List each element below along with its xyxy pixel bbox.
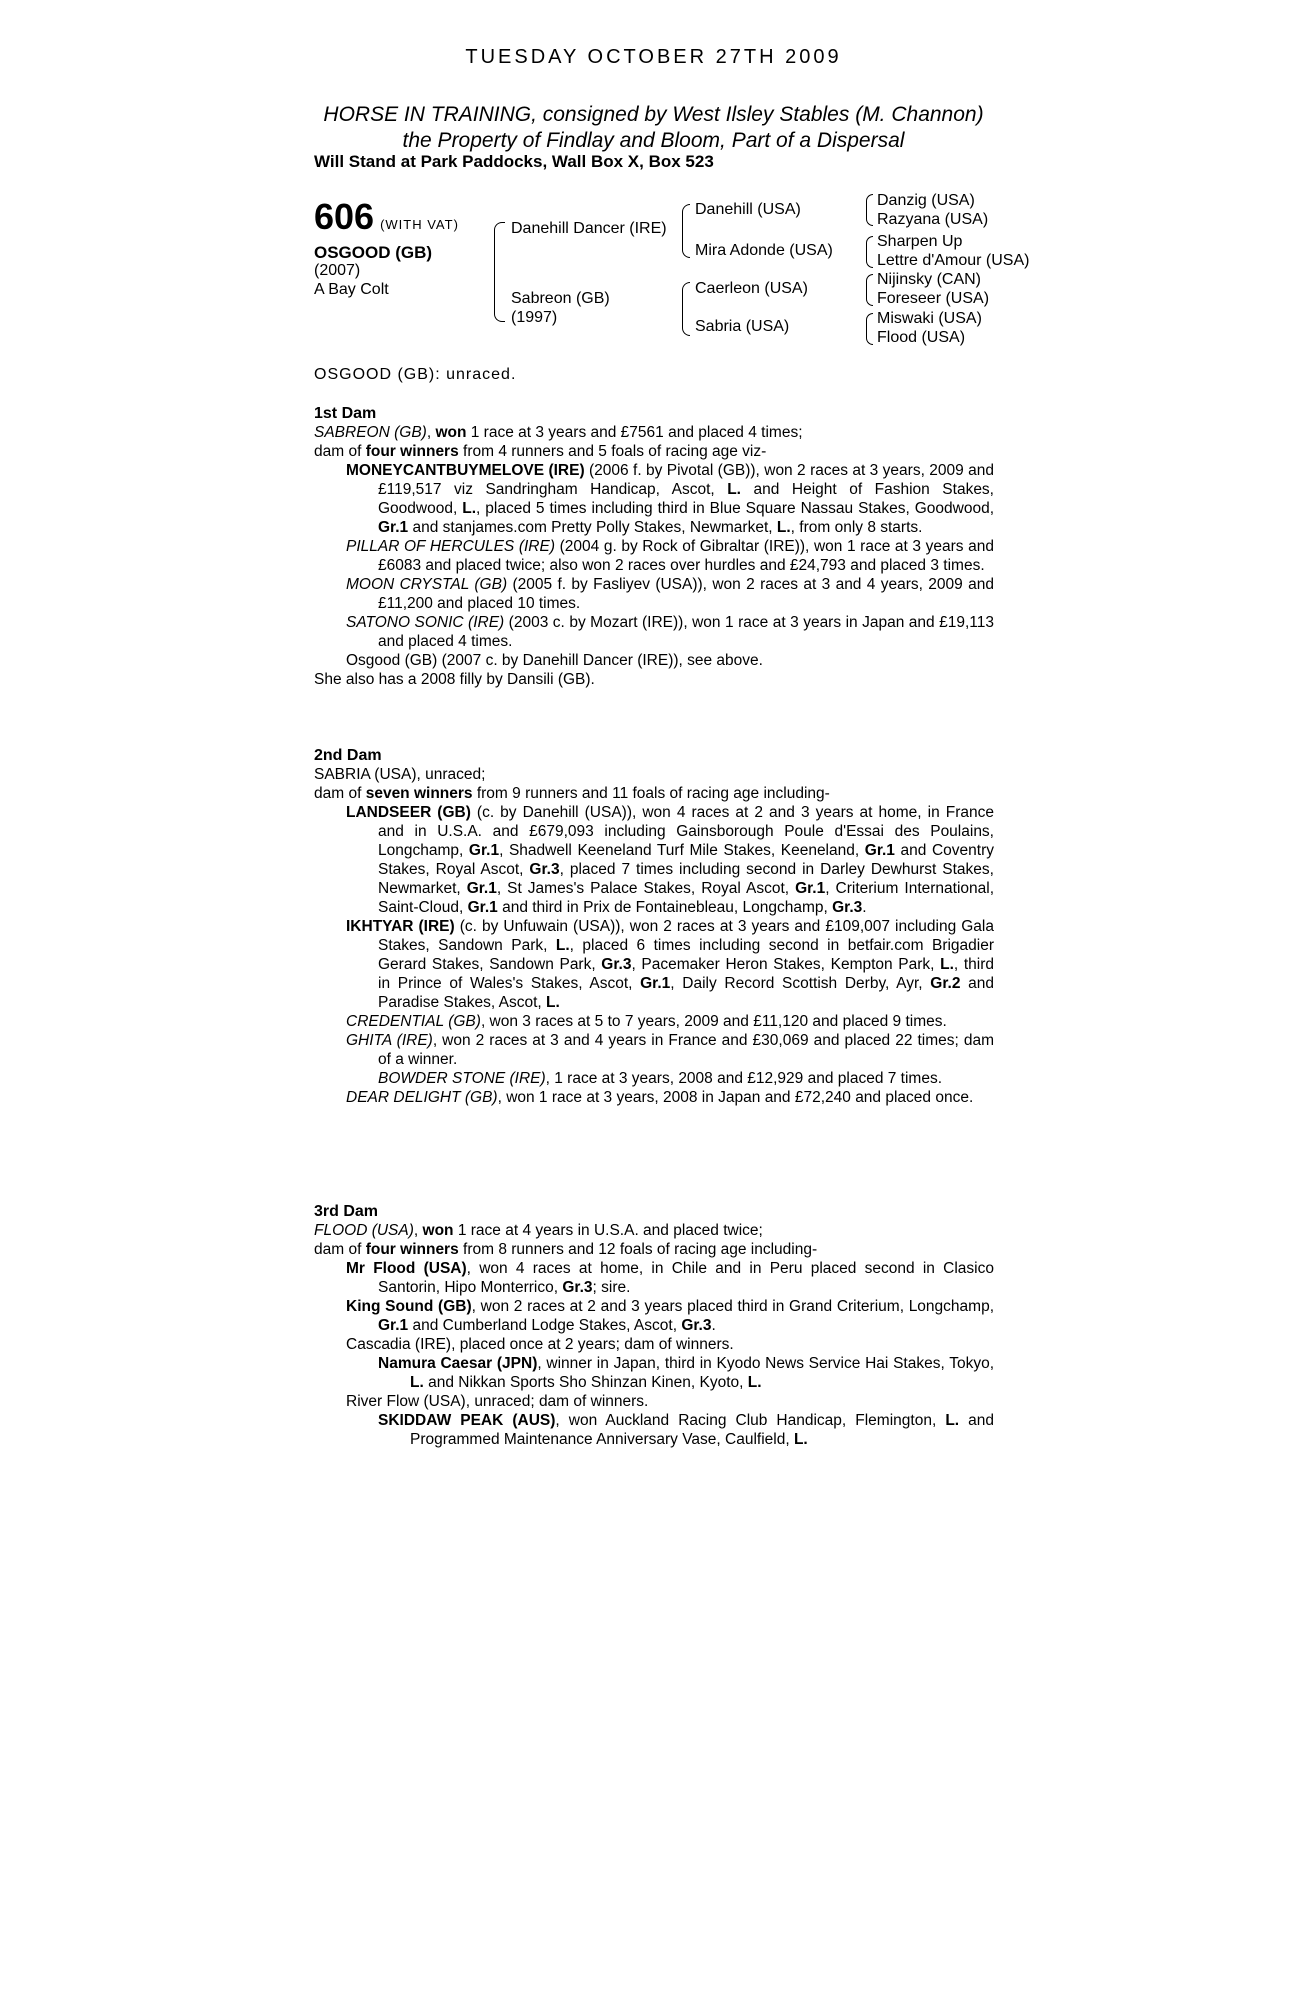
text: , won 1 race at 3 years, 2008 in Japan and £72,240 and placed once. — [497, 1089, 974, 1106]
text: , Daily Record Scottish Derby, Ayr, — [670, 975, 931, 992]
text: and Coventry Stakes, Royal Ascot, — [378, 842, 994, 878]
group-badge: Gr.1 — [378, 1317, 409, 1334]
listed-badge: L. — [945, 1412, 960, 1429]
group-badge: Gr.2 — [930, 975, 961, 992]
pedigree-g3: Sharpen Up — [877, 233, 963, 250]
pedigree-g8: Flood (USA) — [877, 329, 966, 346]
pedigree-brace-g4 — [866, 313, 873, 345]
group-badge: Gr.3 — [601, 956, 632, 973]
pedigree-brace-main — [494, 222, 505, 322]
listed-badge: L. — [546, 994, 560, 1011]
produce-entry — [314, 1088, 994, 1107]
group-badge: Gr.3 — [832, 899, 863, 916]
text: (c. by Unfuwain (USA)), won 2 races at 3 years and £109,007 including Gala Stakes, Sandown Park, — [378, 918, 994, 954]
produce-entry — [314, 1411, 994, 1449]
text: (2006 f. by Pivotal (GB)), won 2 races at 3 years, 2009 and £119,517 viz Sandringham Handicap, Ascot, — [378, 462, 994, 498]
group-badge: Gr.1 — [864, 842, 895, 859]
group-badge: Gr.1 — [378, 519, 409, 536]
text: dam of — [314, 785, 366, 802]
produce-entry — [314, 1012, 994, 1031]
stable-location: Will Stand at Park Paddocks, Wall Box X, Box 523 — [314, 152, 714, 171]
pedigree-g7: Miswaki (USA) — [877, 310, 982, 327]
text: from 8 runners and 12 foals of racing age including- — [458, 1241, 818, 1258]
produce-name: MONEYCANTBUYMELOVE (IRE) — [346, 462, 585, 479]
lot-number-block — [314, 196, 459, 238]
horse-description: A Bay Colt — [314, 281, 389, 298]
second-dam-section — [314, 746, 994, 1107]
first-dam-produce-summary — [314, 442, 994, 461]
listed-badge: L. — [776, 519, 791, 536]
pedigree-g6: Foreseer (USA) — [877, 290, 990, 307]
dam-name: FLOOD (USA) — [314, 1222, 414, 1239]
group-badge: Gr.1 — [640, 975, 671, 992]
sale-date: TUESDAY OCTOBER 27TH 2009 — [465, 46, 842, 68]
text: , Criterium International, Saint-Cloud, — [378, 880, 995, 916]
horse-name: OSGOOD (GB) — [314, 243, 433, 262]
won-label: won — [422, 1222, 454, 1239]
text: , third in Prince of Wales's Stakes, Ascot, — [378, 956, 995, 992]
listed-badge: L. — [727, 481, 741, 498]
pedigree-brace-sire — [682, 204, 690, 258]
listed-badge: L. — [410, 1374, 424, 1391]
produce-entry — [314, 613, 994, 651]
text: , from only 8 starts. — [790, 519, 923, 536]
text: , won 4 races at home, in Chile and in Peru placed second in Clasico Santorin, Hipo Monterrico, — [378, 1260, 994, 1296]
third-dam-section — [314, 1202, 994, 1449]
consignor-line: HORSE IN TRAINING, consigned by West Ilsley Stables (M. Channon) — [323, 103, 984, 126]
produce-name: SKIDDAW PEAK (AUS) — [378, 1412, 556, 1429]
produce-entry: Osgood (GB) (2007 c. by Danehill Dancer (IRE)), see above. — [346, 652, 763, 669]
group-badge: Gr.1 — [467, 899, 498, 916]
first-dam-section — [314, 404, 994, 689]
text: , winner in Japan, third in Kyodo News Service Hai Stakes, Tokyo, — [537, 1355, 994, 1372]
text: from 4 runners and 5 foals of racing age viz- — [458, 443, 767, 460]
text: and third in Prix de Fontainebleau, Longchamp, — [497, 899, 833, 916]
text: (2005 f. by Fasliyev (USA)), won 2 races at 3 and 4 years, 2009 and £11,200 and placed 10 times. — [378, 576, 994, 612]
text: dam of — [314, 443, 366, 460]
pedigree-g4: Lettre d'Amour (USA) — [877, 252, 1030, 269]
pedigree-g2: Razyana (USA) — [877, 211, 989, 228]
pedigree-dam-dam: Sabria (USA) — [695, 318, 790, 335]
produce-entry — [314, 1354, 994, 1392]
group-badge: Gr.3 — [681, 1317, 712, 1334]
text: , won 2 races at 2 and 3 years placed third in Grand Criterium, Longchamp, — [471, 1298, 995, 1315]
third-dam-heading: 3rd Dam — [314, 1203, 379, 1220]
produce-entry — [314, 803, 994, 917]
second-dam-heading: 2nd Dam — [314, 747, 382, 764]
produce-name: PILLAR OF HERCULES (IRE) — [346, 538, 555, 555]
winners-count: four winners — [365, 1241, 459, 1258]
produce-entry: River Flow (USA), unraced; dam of winners. — [346, 1393, 649, 1410]
third-dam-produce-summary — [314, 1240, 994, 1259]
produce-entry — [314, 1259, 994, 1297]
text: and Paradise Stakes, Ascot, — [378, 975, 995, 1011]
pedigree-g1: Danzig (USA) — [877, 192, 975, 209]
produce-name: SATONO SONIC (IRE) — [346, 614, 505, 631]
produce-name: DEAR DELIGHT (GB) — [346, 1089, 498, 1106]
text: , St James's Palace Stakes, Royal Ascot, — [496, 880, 796, 897]
race-record: OSGOOD (GB): unraced. — [314, 366, 517, 383]
pedigree-brace-g2 — [866, 236, 873, 268]
dam-record: 1 race at 3 years and £7561 and placed 4 times; — [466, 424, 803, 441]
produce-name: GHITA (IRE) — [346, 1032, 433, 1049]
produce-entry: Cascadia (IRE), placed once at 2 years; dam of winners. — [346, 1336, 734, 1353]
produce-name: CREDENTIAL (GB) — [346, 1013, 481, 1030]
dam-record: 1 race at 4 years in U.S.A. and placed twice; — [453, 1222, 763, 1239]
text: and Programmed Maintenance Anniversary Vase, Caulfield, — [410, 1412, 995, 1448]
pedigree-brace-g1 — [866, 194, 873, 226]
text: . — [862, 899, 867, 916]
produce-entry — [314, 575, 994, 613]
lot-number: 606 — [314, 196, 375, 237]
third-dam-line: FLOOD (USA), won 1 race at 4 years in U.S.A. and placed twice; — [314, 1222, 763, 1239]
dam-name: SABREON (GB) — [314, 424, 427, 441]
text: , Shadwell Keeneland Turf Mile Stakes, Keeneland, — [499, 842, 865, 859]
text: (2003 c. by Mozart (IRE)), won 1 race at 3 years in Japan and £19,113 and placed 4 times. — [378, 614, 995, 650]
text: (2004 g. by Rock of Gibraltar (IRE)), won 1 race at 3 years and £6083 and placed twice; also won 2 races over hurdles and £24,793 and placed 3 times. — [378, 538, 994, 574]
first-dam-heading: 1st Dam — [314, 405, 377, 422]
group-badge: Gr.3 — [562, 1279, 593, 1296]
listed-badge: L. — [555, 937, 570, 954]
produce-entry — [314, 537, 994, 575]
pedigree-g5: Nijinsky (CAN) — [877, 271, 981, 288]
group-badge: Gr.3 — [529, 861, 560, 878]
horse-year: (2007) — [314, 262, 361, 279]
second-dam-line: SABRIA (USA), unraced; — [314, 766, 486, 783]
group-badge: Gr.1 — [795, 880, 826, 897]
first-dam-line: SABREON (GB), won 1 race at 3 years and £7561 and placed 4 times; — [314, 424, 803, 441]
text: , won 2 races at 3 and 4 years in France and £30,069 and placed 22 times; dam of a winner. — [378, 1032, 995, 1068]
pedigree-dam-year: (1997) — [511, 309, 558, 326]
text: , 1 race at 3 years, 2008 and £12,929 and placed 7 times. — [545, 1070, 943, 1087]
text: , won 3 races at 5 to 7 years, 2009 and £11,120 and placed 9 times. — [480, 1013, 947, 1030]
group-badge: Gr.1 — [468, 842, 500, 859]
produce-name: Namura Caesar (JPN) — [378, 1355, 538, 1372]
text: and stanjames.com Pretty Polly Stakes, Newmarket, — [408, 519, 777, 536]
produce-entry — [314, 1297, 994, 1335]
listed-badge: L. — [940, 956, 954, 973]
text: dam of — [314, 1241, 366, 1258]
property-line: the Property of Findlay and Bloom, Part of a Dispersal — [402, 129, 905, 152]
listed-badge: L. — [793, 1431, 808, 1448]
pedigree-brace-g3 — [866, 274, 873, 306]
pedigree-sire-dam: Mira Adonde (USA) — [695, 242, 833, 259]
text: ; sire. — [592, 1279, 631, 1296]
group-badge: Gr.1 — [466, 880, 497, 897]
pedigree-brace-dam — [682, 282, 690, 336]
text: , placed 5 times including third in Blue Square Nassau Stakes, Goodwood, — [476, 500, 994, 517]
pedigree-sire-sire: Danehill (USA) — [695, 201, 801, 218]
listed-badge: L. — [747, 1374, 762, 1391]
produce-entry — [314, 1031, 994, 1069]
text: and Nikkan Sports Sho Shinzan Kinen, Kyoto, — [423, 1374, 748, 1391]
vat-note: (WITH VAT) — [380, 217, 459, 232]
produce-name: BOWDER STONE (IRE) — [378, 1070, 546, 1087]
text: , won Auckland Racing Club Handicap, Flemington, — [555, 1412, 946, 1429]
produce-name: Mr Flood (USA) — [346, 1260, 467, 1277]
first-dam-note: She also has a 2008 filly by Dansili (GB). — [314, 671, 595, 688]
produce-entry — [314, 917, 994, 1012]
consignment-title — [0, 102, 1307, 171]
text: , placed 7 times including second in Darley Dewhurst Stakes, Newmarket, — [378, 861, 994, 897]
produce-entry — [314, 1069, 994, 1088]
pedigree-dam: Sabreon (GB) — [511, 290, 610, 307]
text: . — [711, 1317, 716, 1334]
pedigree-sire: Danehill Dancer (IRE) — [511, 220, 667, 237]
produce-entry — [314, 461, 994, 537]
text: from 9 runners and 11 foals of racing age including- — [472, 785, 830, 802]
produce-name: LANDSEER (GB) — [346, 804, 471, 821]
won-label: won — [435, 424, 467, 441]
listed-badge: L. — [462, 500, 477, 517]
produce-name: IKHTYAR (IRE) — [346, 918, 455, 935]
pedigree-dam-sire: Caerleon (USA) — [695, 280, 808, 297]
text: , Pacemaker Heron Stakes, Kempton Park, — [631, 956, 941, 973]
winners-count: seven winners — [365, 785, 473, 802]
text: and Cumberland Lodge Stakes, Ascot, — [408, 1317, 682, 1334]
produce-name: King Sound (GB) — [346, 1298, 472, 1315]
text: (c. by Danehill (USA)), won 4 races at 2 and 3 years at home, in France and in U.S.A. and £679,093 including Gainsborough Poule d'Essai des Poulains, Longchamp, — [378, 804, 994, 859]
text: , placed 6 times including second in betfair.com Brigadier Gerard Stakes, Sandown Park, — [378, 937, 995, 973]
produce-name: MOON CRYSTAL (GB) — [346, 576, 508, 593]
winners-count: four winners — [365, 443, 459, 460]
text: and Height of Fashion Stakes, Goodwood, — [378, 481, 994, 517]
second-dam-produce-summary — [314, 784, 994, 803]
